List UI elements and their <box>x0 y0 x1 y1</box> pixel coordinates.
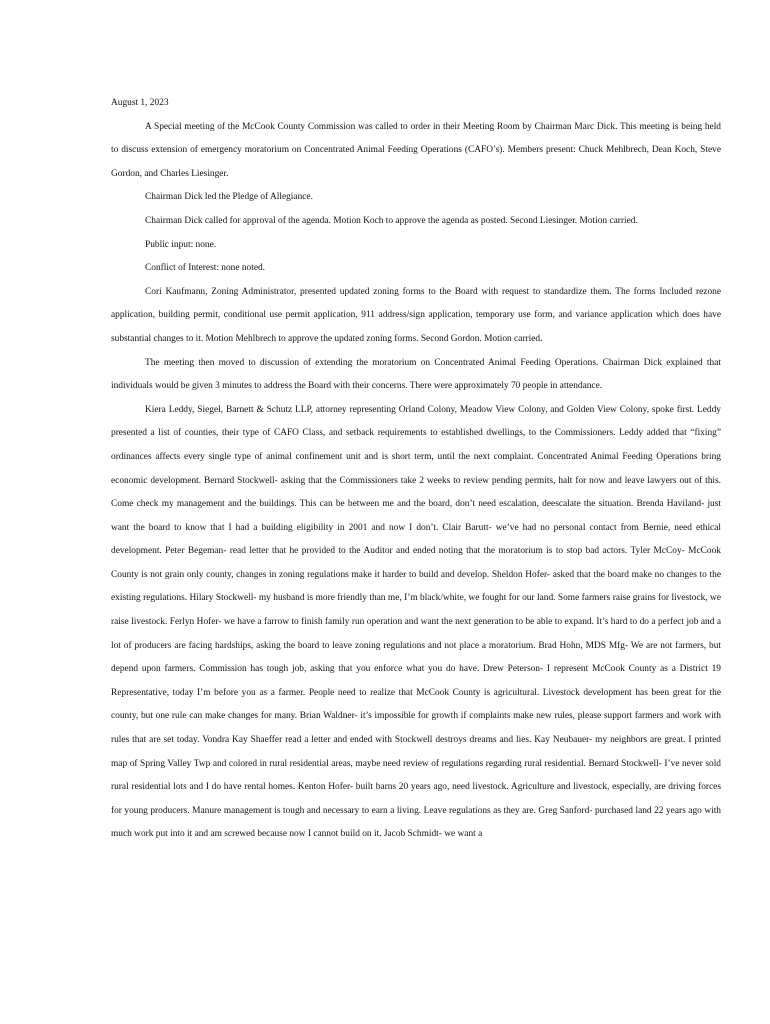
paragraph-moratorium-discussion: The meeting then moved to discussion of extending the moratorium on Concentrated Animal Feeding Operations. Chairman Dick explained that individuals would be given 3 minutes to address the Board with their concerns. There were approximately 70 people in attendance. <box>111 357 721 392</box>
paragraph-agenda-approval: Chairman Dick called for approval of the agenda. Motion Koch to approve the agenda as posted. Second Liesinger. Motion carried. <box>145 215 638 226</box>
paragraph-zoning-forms: Cori Kaufmann, Zoning Administrator, presented updated zoning forms to the Board with request to standardize them. The forms Included rezone application, building permit, conditional use permit application, 911 address/sign application, temporary use form, and variance application which does have substantial changes to it. Motion Mehlbrech to approve the updated zoning forms. Second Gordon. Motion carried. <box>111 286 721 344</box>
paragraph-conflict-of-interest: Conflict of Interest: none noted. <box>145 263 266 274</box>
paragraph-public-comments: Kiera Leddy, Siegel, Barnett & Schutz LLP, attorney representing Orland Colony, Meadow View Colony, and Golden View Colony, spoke first. Leddy presented a list of counties, their type of CAFO Class, and setback requirements to established dwellings, to the Commissioners. Leddy added that “fixing” ordinances affects every single type of animal confinement unit and is short term, until the next complaint. Concentrated Animal Feeding Operations bring economic development. Bernard Stockwell- asking that the Commissioners take 2 weeks to review pending permits, halt for now and leave lawyers out of this. Come check my management and the buildings. This can be between me and the board, don’t need escalation, deescalate the situation. Brenda Haviland- just want the board to know that I had a building eligibility in 2001 and now I don’t. Clair Barutt- we’ve had no personal contact from Bernie, need ethical development. Peter Begeman- read letter that he provided to the Auditor and ended noting that the moratorium is to stop bad actors. Tyler McCoy- McCook County is not grain only county, changes in zoning regulations make it harder to build and develop. Sheldon Hofer- asked that the board make no changes to the existing regulations. Hilary Stockwell- my husband is more friendly than me, I’m black/white, we fought for our land. Some farmers raise grains for livestock, we raise livestock. Ferlyn Hofer- we have a farrow to finish family run operation and want the next generation to be able to expand. It’s hard to do a perfect job and a lot of producers are facing hardships, asking the board to leave zoning regulations and not place a moratorium. Brad Hohn, MDS Mfg- We are not farmers, but depend upon farmers. Commission has tough job, asking that you enforce what you do have. Drew Peterson- I represent McCook County as a District 19 Representative, today I’m before you as a farmer. People need to realize that McCook County is agricultural. Livestock development has been great for the county, but one rule can make changes for many. Brian Waldner- it’s impossible for growth if complaints make new rules, please support farmers and work with rules that are set today. Vondra Kay Shaeffer read a letter and ended with Stockwell destroys dreams and lies. Kay Neubauer- my neighbors are great. I printed map of Spring Valley Twp and colored in rural residential areas, maybe need review of regulations regarding rural residential. Bernard Stockwell- I’ve never sold rural residential lots and I do have rental homes. Kenton Hofer- built barns 20 years ago, need livestock. Agriculture and livestock, especially, are driving forces for young producers. Manure management is tough and necessary to earn a living. Leave regulations as they are. Greg Sanford- purchased land 22 years ago with much work put into it and am screwed because now I cannot build on it. Jacob Schmidt- we want a <box>111 404 721 840</box>
document-page <box>111 92 721 847</box>
paragraph-public-input: Public input: none. <box>145 239 217 250</box>
paragraph-call-to-order: A Special meeting of the McCook County Commission was called to order in their Meeting Room by Chairman Marc Dick. This meeting is being held to discuss extension of emergency moratorium on Concentrated Animal Feeding Operations (CAFO’s). Members present: Chuck Mehlbrech, Dean Koch, Steve Gordon, and Charles Liesinger. <box>111 121 721 179</box>
paragraph-pledge: Chairman Dick led the Pledge of Allegiance. <box>145 192 313 203</box>
meeting-date: August 1, 2023 <box>111 98 169 108</box>
